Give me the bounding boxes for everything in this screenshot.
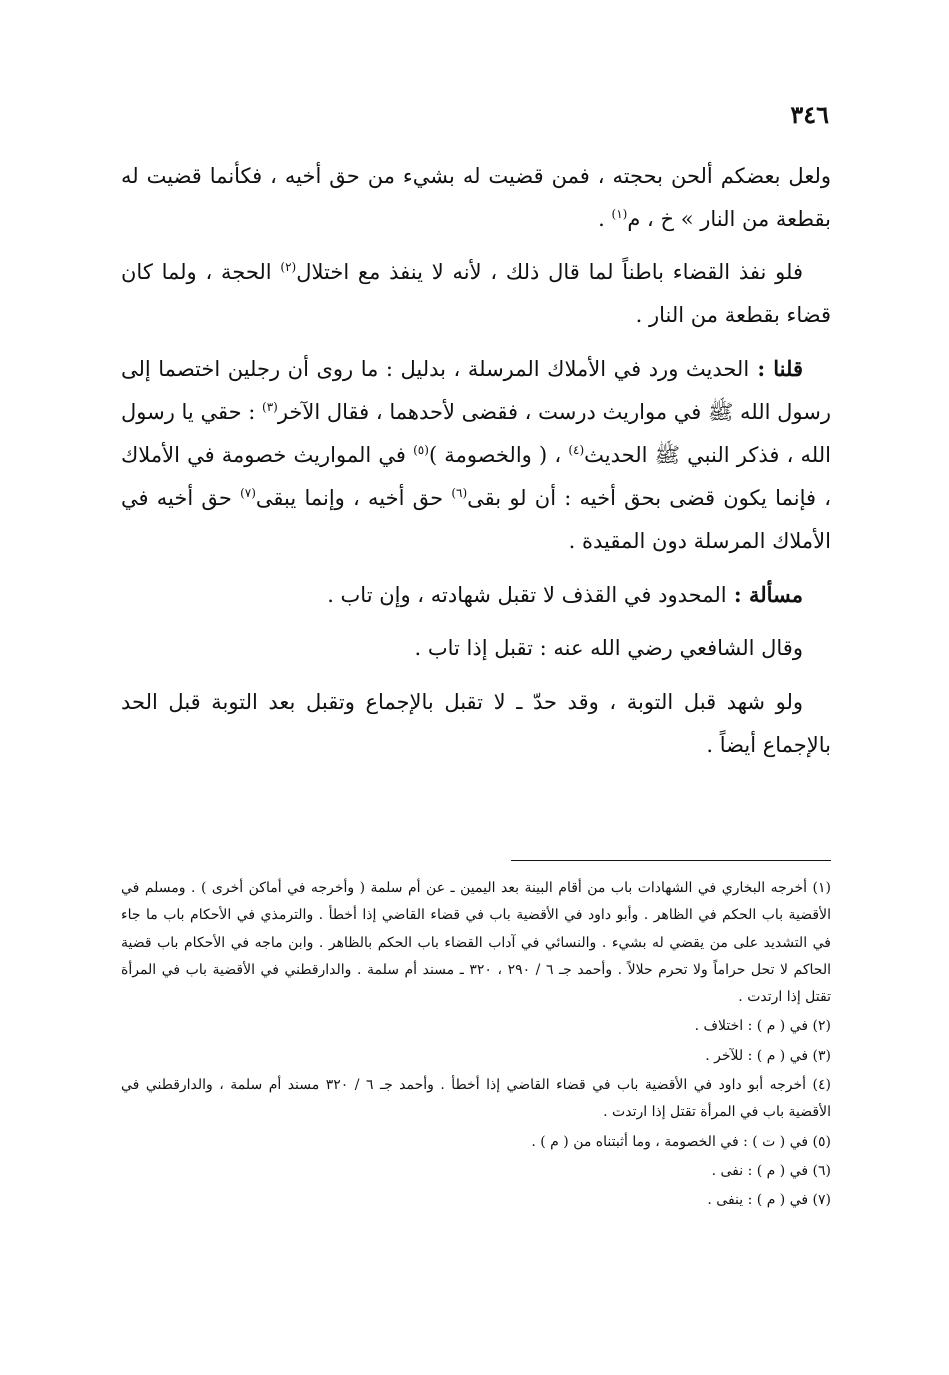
- paragraph-text: الحديث ورد في الأملاك المرسلة ، بدليل : ما روى أن رجلين اختصما إلى رسول الله ﷺ في مواريث درست ، فقضى لأحدهما ، فقال الآخر: [121, 357, 831, 425]
- footnote: (٥) في ( ت ) : في الخصومة ، وما أثبتناه من ( م ) .: [531, 1133, 831, 1150]
- main-text: [121, 155, 831, 777]
- paragraph-text: فلو نفذ القضاء باطناً لما قال ذلك ، لأنه لا ينفذ مع اختلال: [296, 260, 804, 285]
- footnote-ref: (٥): [413, 443, 429, 458]
- footnote: (٦) في ( م ) : نفى .: [711, 1162, 831, 1179]
- paragraph: [121, 573, 831, 617]
- footnote: (٧) في ( م ) : ينفى .: [707, 1192, 831, 1209]
- footnote-ref: (٧): [240, 486, 256, 501]
- footnotes: [121, 875, 831, 1217]
- paragraph-text: حق أخيه ، وإنما يبقى: [255, 486, 452, 511]
- footnote: (٣) في ( م ) : للآخر .: [705, 1047, 831, 1064]
- paragraph-text: ولو شهد قبل التوبة ، وقد حدّ ـ لا تقبل بالإجماع وتقبل بعد التوبة قبل الحد بالإجماع أيضاً .: [121, 689, 831, 757]
- paragraph-text: ، ( والخصومة ): [428, 443, 569, 468]
- paragraph-text: الحجة ، ولما كان قضاء بقطعة من النار .: [121, 260, 831, 328]
- paragraph-text: وقال الشافعي رضي الله عنه : تقبل إذا تاب .: [414, 636, 803, 661]
- footnote-ref: (٣): [262, 400, 278, 415]
- paragraph-text: حق أخيه في الأملاك المرسلة دون المقيدة .: [121, 486, 831, 554]
- paragraph: [121, 251, 831, 337]
- page-number: ٣٤٦: [790, 100, 829, 129]
- paragraph: [121, 681, 831, 767]
- paragraph: [121, 627, 831, 670]
- footnote-ref: (١): [611, 207, 628, 222]
- paragraph: [121, 155, 831, 241]
- footnote-divider: [511, 860, 831, 861]
- paragraph-text: : حقي يا رسول الله ، فذكر النبي ﷺ الحديث: [121, 400, 831, 468]
- footnote-ref: (٢): [280, 260, 297, 275]
- paragraph-text: في المواريث خصومة في الأملاك ، فإنما يكون قضى بحق أخيه : أن لو بقى: [121, 443, 831, 511]
- footnote-ref: (٦): [451, 486, 468, 501]
- paragraph: [121, 347, 831, 563]
- paragraph-text: ولعل بعضكم ألحن بحجته ، فمن قضيت له بشيء من حق أخيه ، فكأنما قضيت له بقطعة من النار » خ ، م: [121, 164, 831, 232]
- footnote: (٤) أخرجه أبو داود في الأقضية باب في قضاء القاضي إذا أخطأ . وأحمد جـ ٦ / ٣٢٠ مسند أم سلمة ، والدارقطني في الأقضية باب في المرأة تقتل إذا ارتدت .: [121, 1077, 831, 1121]
- paragraph-text: .: [598, 207, 612, 232]
- footnote: (١) أخرجه البخاري في الشهادات باب من أقام البينة بعد اليمين ـ عن أم سلمة ( وأخرجه في أماكن أخرى ) . ومسلم في الأقضية باب الحكم في الظاهر . وأبو داود في الأقضية باب في قضاء القاضي إذا أخطأ . والترمذي في الأحكام باب ما جاء في التشديد على من يقضي له بشيء . والنسائي في آداب القضاء باب الحكم بالظاهر . وابن ماجه في الأحكام باب قضية الحاكم لا تحل حراماً ولا تحرم حلالاً . وأحمد جـ ٦ / ٢٩٠ ، ٣٢٠ ـ مسند أم سلمة . والدارقطني في الأقضية باب في المرأة تقتل إذا ارتدت .: [121, 880, 832, 1006]
- footnote-ref: (٤): [568, 443, 585, 458]
- paragraph-lead: قلنا :: [749, 356, 803, 382]
- paragraph-text: المحدود في القذف لا تقبل شهادته ، وإن تاب .: [327, 583, 727, 608]
- footnote: (٢) في ( م ) : اختلاف .: [694, 1018, 831, 1035]
- paragraph-lead: مسألة :: [726, 582, 803, 608]
